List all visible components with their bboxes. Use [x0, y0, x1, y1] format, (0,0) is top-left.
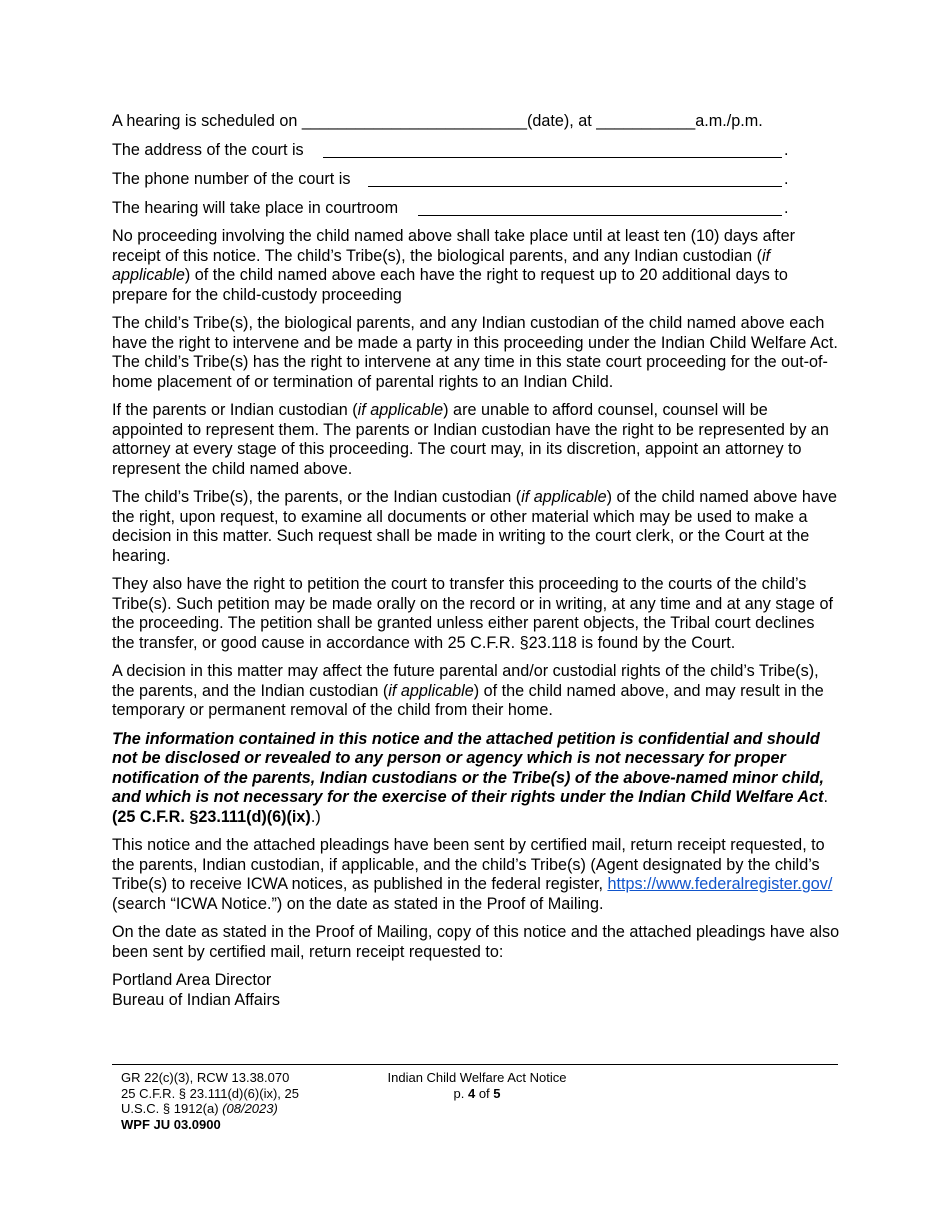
- paragraph-examine-documents: The child’s Tribe(s), the parents, or the Indian custodian (if applicable) of the child named above have the right, upon request, to examine all documents or other material which may be used to make a decision in this matter. Such request shall be made in writing to the court clerk, or the Court at the hearing.: [112, 488, 837, 565]
- hearing-time-label: (date), at: [526, 112, 592, 130]
- paragraph-notice-period: No proceeding involving the child named above shall take place until at least ten (10) days after receipt of this notice. The child’s Tribe(s), the biological parents, and any Indian custodian (if applicable) of the child named above each have the right to request up to 20 additional days to prepare for the child-custody proceeding: [112, 227, 795, 304]
- paragraph-confidentiality: The information contained in this notice and the attached petition is confidential and should not be disclosed or revealed to any person or agency which is not necessary for proper notification of the parents, Indian custodians or the Tribe(s) of the above-named minor child, and which is not necessary for the exercise of their rights under the Indian Child Welfare Act. (25 C.F.R. §23.111(d)(6)(ix).): [112, 729, 829, 826]
- paragraph-transfer-petition: They also have the right to petition the court to transfer this proceeding to the courts of the child’s Tribe(s). Such petition may be made orally on the record or in writing, at any time and at any stage of the proceeding. The petition shall be granted unless either parent objects, the Tribal court declines the transfer, or good cause in accordance with 25 C.F.R. §23.118 is found by the Court.: [112, 575, 833, 652]
- court-address-field[interactable]: [323, 157, 782, 158]
- footer-divider: [112, 1064, 838, 1065]
- period: .: [784, 170, 789, 188]
- court-address-label: The address of the court is: [112, 141, 304, 159]
- court-phone-field[interactable]: [368, 186, 782, 187]
- ampm-label: a.m./p.m.: [695, 112, 763, 130]
- federal-register-link[interactable]: https://www.federalregister.gov/: [607, 875, 833, 893]
- footer-citation-line: U.S.C. § 1912(a) (08/2023): [121, 1101, 278, 1116]
- courtroom-field[interactable]: [418, 215, 782, 216]
- paragraph-right-to-counsel: If the parents or Indian custodian (if applicable) are unable to afford counsel, counsel will be appointed to represent them. The parents or Indian custodian have the right to be represented by an attorney at every stage of this proceeding. The court may, in its discretion, appoint an attorney to represent the child named above.: [112, 401, 829, 478]
- address-line-2: Bureau of Indian Affairs: [112, 990, 280, 1009]
- court-address-line: [112, 140, 840, 169]
- hearing-date-line: [112, 111, 840, 140]
- courtroom-line: [112, 198, 840, 227]
- courtroom-label: The hearing will take place in courtroom: [112, 199, 399, 217]
- hearing-date-blank[interactable]: _________________________: [301, 112, 527, 130]
- period: .: [784, 141, 789, 159]
- court-phone-label: The phone number of the court is: [112, 170, 351, 188]
- court-phone-line: [112, 169, 840, 198]
- footer-citation-line: GR 22(c)(3), RCW 13.38.070: [121, 1070, 290, 1085]
- footer-citations: [121, 1070, 341, 1132]
- hearing-time-blank[interactable]: ___________: [596, 112, 696, 130]
- document-body: [112, 111, 840, 1010]
- period: .: [784, 199, 789, 217]
- form-title: Indian Child Welfare Act Notice: [387, 1070, 567, 1085]
- recipient-address: [112, 971, 840, 1010]
- footer-citation-line: 25 C.F.R. § 23.111(d)(6)(ix), 25: [121, 1085, 299, 1101]
- footer-title-block: [362, 1070, 592, 1101]
- paragraph-copy-sent: On the date as stated in the Proof of Mailing, copy of this notice and the attached pleadings have also been sent by certified mail, return receipt requested to:: [112, 923, 840, 961]
- form-date: (08/2023): [222, 1101, 278, 1116]
- paragraph-decision-effects: A decision in this matter may affect the future parental and/or custodial rights of the child’s Tribe(s), the parents, and the Indian custodian (if applicable) of the child named above, and may result in the temporary or permanent removal of the child from their home.: [112, 662, 824, 719]
- form-number: WPF JU 03.0900: [121, 1116, 221, 1132]
- address-line-1: Portland Area Director: [112, 971, 272, 989]
- paragraph-right-to-intervene: The child’s Tribe(s), the biological parents, and any Indian custodian of the child named above each have the right to intervene and be made a party in this proceeding under the Indian Child Welfare Act. The child’s Tribe(s) has the right to intervene at any time in this state court proceeding for the out-of-home placement of or termination of parental rights to an Indian Child.: [112, 314, 838, 391]
- page-number: p. 4 of 5: [453, 1085, 501, 1101]
- hearing-date-label: A hearing is scheduled on: [112, 112, 298, 130]
- paragraph-certified-mail: This notice and the attached pleadings have been sent by certified mail, return receipt requested, to the parents, Indian custodian, if applicable, and the child’s Tribe(s) (Agent designated by the child’s Tribe(s) to receive ICWA notices, as published in the federal register, https://www.federalregister.gov/ (search “ICWA Notice.”) on the date as stated in the Proof of Mailing.: [112, 836, 833, 913]
